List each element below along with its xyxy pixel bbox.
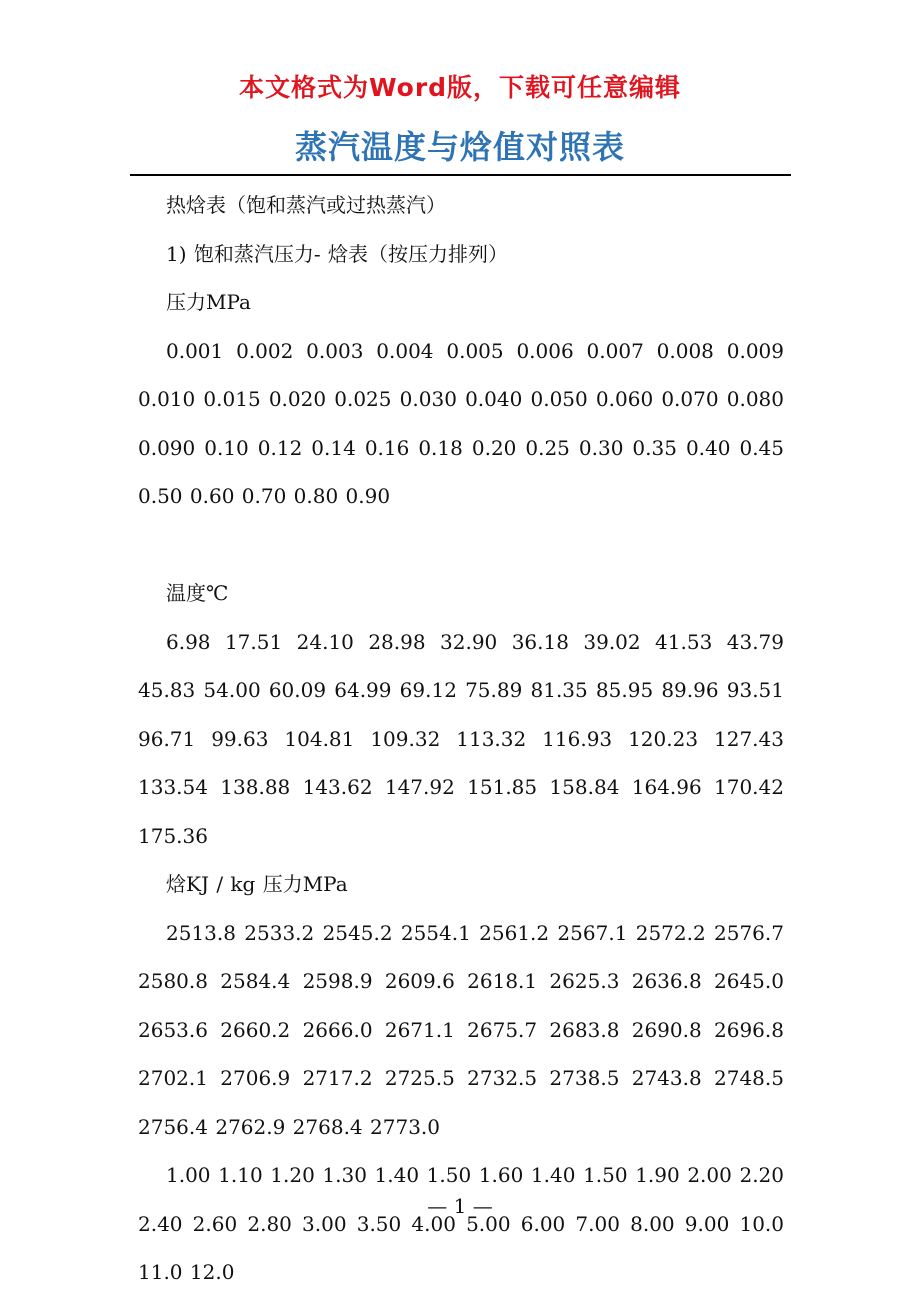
pressure-values: 0.001 0.002 0.003 0.004 0.005 0.006 0.007 0.008 0.009 0.010 0.015 0.020 0.025 0.030 0.040 0.050 0.060 0.070 0.080 0.090 0.10 0.12 0.14 0.16 0.18 0.20 0.25 0.30 0.35 0.40 0.45 0.50 0.60 0.70 0.80 0.90 xyxy=(138,338,784,508)
temperature-label: 温度℃ xyxy=(166,581,229,605)
enthalpy-label: 焓KJ / kg 压力MPa xyxy=(166,872,348,896)
document-title: 蒸汽温度与焓值对照表 xyxy=(294,128,625,166)
blank-line xyxy=(138,521,784,570)
pressure-values-continued: 1.00 1.10 1.20 1.30 1.40 1.50 1.60 1.40 1.50 1.90 2.00 2.20 2.40 2.60 2.80 3.00 3.50 4.00 5.00 6.00 7.00 8.00 9.00 10.0 11.0 12.0 xyxy=(138,1163,784,1284)
title-divider xyxy=(130,174,791,176)
document-body xyxy=(138,181,784,1297)
pressure-label: 压力MPa xyxy=(166,290,251,314)
temperature-values: 6.98 17.51 24.10 28.98 32.90 36.18 39.02 41.53 43.79 45.83 54.00 60.09 64.99 69.12 75.89 81.35 85.95 89.96 93.51 96.71 99.63 104.81 109.32 113.32 116.93 120.23 127.43 133.54 138.88 143.62 147.92 151.85 158.84 164.96 170.42 175.36 xyxy=(138,629,784,848)
enthalpy-values: 2513.8 2533.2 2545.2 2554.1 2561.2 2567.1 2572.2 2576.7 2580.8 2584.4 2598.9 2609.6 2618.1 2625.3 2636.8 2645.0 2653.6 2660.2 2666.0 2671.1 2675.7 2683.8 2690.8 2696.8 2702.1 2706.9 2717.2 2725.5 2732.5 2738.5 2743.8 2748.5 2756.4 2762.9 2768.4 2773.0 xyxy=(138,920,784,1139)
section-subheading: 1) 饱和蒸汽压力- 焓表（按压力排列） xyxy=(166,241,508,266)
page-number: — 1 — xyxy=(427,1194,493,1218)
section-heading: 热焓表（饱和蒸汽或过热蒸汽） xyxy=(166,193,446,217)
download-banner: 本文格式为Word版，下载可任意编辑 xyxy=(238,73,682,102)
